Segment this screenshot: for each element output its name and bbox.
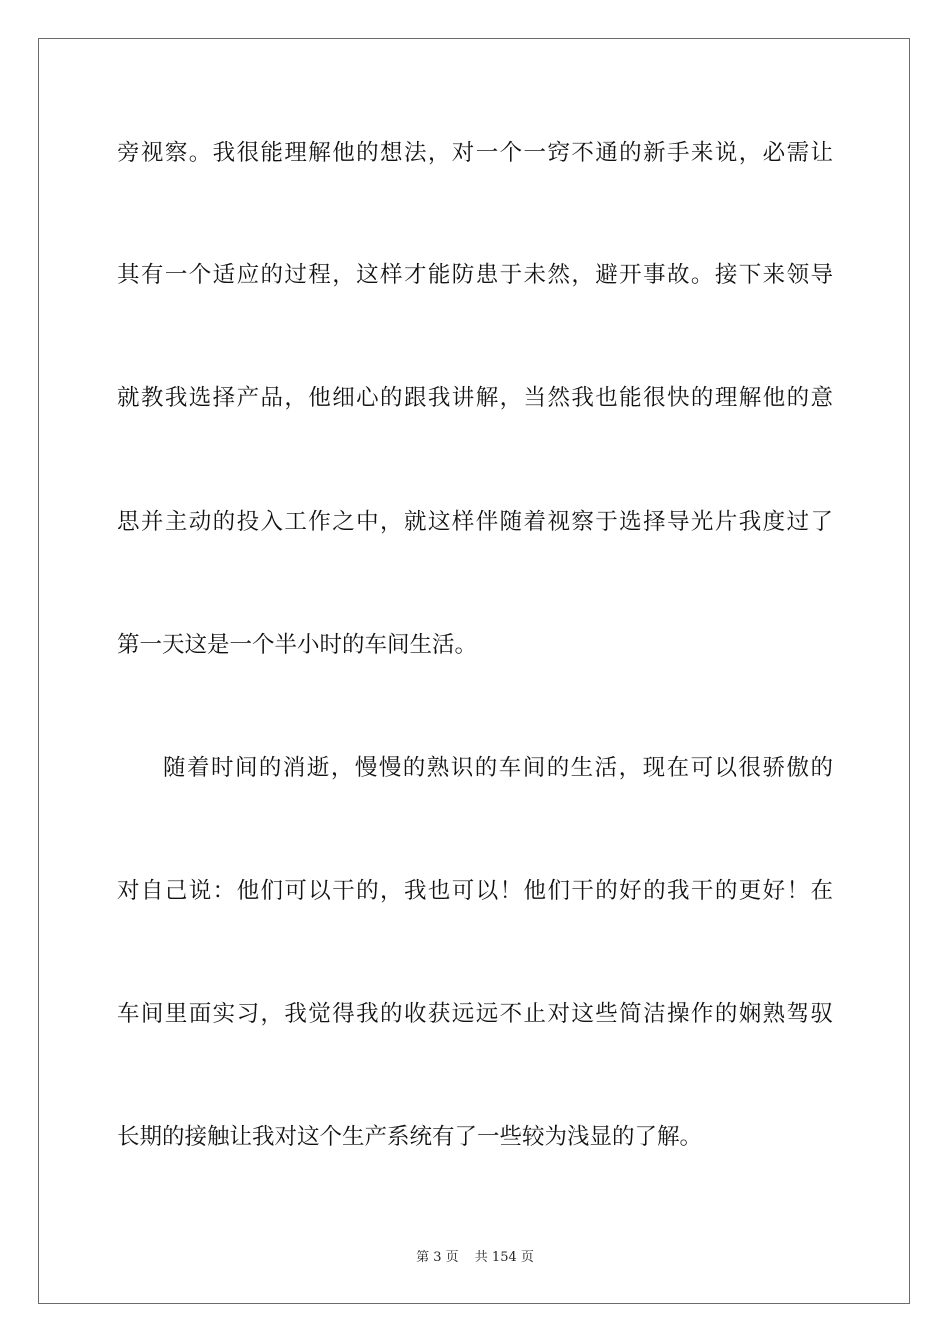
text-line-1: 旁视察。我很能理解他的想法，对一个一窍不通的新手来说，必需让 <box>117 140 833 166</box>
text-line-3: 就教我选择产品，他细心的跟我讲解，当然我也能很快的理解他的意 <box>117 385 833 411</box>
page-total: 共 154 页 <box>474 1250 534 1265</box>
text-line-7: 对自己说：他们可以干的，我也可以！他们干的好的我干的更好！在 <box>117 878 833 904</box>
text-line-6: 随着时间的消逝，慢慢的熟识的车间的生活，现在可以很骄傲的 <box>163 755 833 781</box>
page-border <box>38 38 910 1304</box>
text-line-9: 长期的接触让我对这个生产系统有了一些较为浅显的了解。 <box>117 1124 703 1150</box>
page-number: 第 3 页 <box>416 1250 459 1265</box>
text-line-2: 其有一个适应的过程，这样才能防患于未然，避开事故。接下来领导 <box>117 262 833 288</box>
text-line-4: 思并主动的投入工作之中，就这样伴随着视察于选择导光片我度过了 <box>117 509 833 535</box>
text-line-5: 第一天这是一个半小时的车间生活。 <box>117 632 478 658</box>
text-line-8: 车间里面实习，我觉得我的收获远远不止对这些简洁操作的娴熟驾驭 <box>117 1001 833 1027</box>
page-footer <box>0 1246 950 1265</box>
